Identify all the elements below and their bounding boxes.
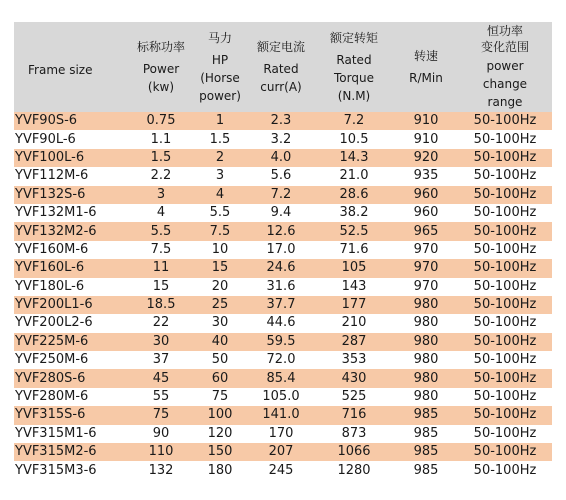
power-change-range-cell: 50-100Hz xyxy=(458,149,552,167)
rated-current-cell: 12.6 xyxy=(248,222,314,240)
header-en-label: R/Min xyxy=(409,70,443,85)
frame-size-cell: YVF250M-6 xyxy=(14,351,130,369)
power-change-range-cell: 50-100Hz xyxy=(458,112,552,130)
horsepower-cell: 20 xyxy=(192,278,248,296)
table-row xyxy=(14,314,552,332)
power-cell: 2.2 xyxy=(130,167,192,185)
rated-current-cell: 207 xyxy=(248,443,314,461)
header-en-label: HP (Horse power) xyxy=(199,52,241,103)
power-change-range-cell: 50-100Hz xyxy=(458,222,552,240)
rated-torque-cell: 71.6 xyxy=(314,241,394,259)
rated-torque-cell: 52.5 xyxy=(314,222,394,240)
power-cell: 15 xyxy=(130,278,192,296)
header-zh-label: 恒功率 变化范围 xyxy=(480,24,529,54)
speed-cell: 960 xyxy=(394,204,458,222)
power-cell: 3 xyxy=(130,186,192,204)
header-row xyxy=(14,22,552,112)
frame-size-cell: YVF160M-6 xyxy=(14,241,130,259)
rated-torque-cell: 525 xyxy=(314,388,394,406)
horsepower-cell: 30 xyxy=(192,314,248,332)
header-zh-label: 额定转矩 xyxy=(329,30,378,45)
speed-cell: 980 xyxy=(394,369,458,387)
power-cell: 18.5 xyxy=(130,296,192,314)
header-power-change-range xyxy=(458,22,552,112)
header-zh-label: 转速 xyxy=(413,48,438,63)
power-cell: 4 xyxy=(130,204,192,222)
header-en-label: Rated Torque (N.M) xyxy=(334,52,374,103)
rated-current-cell: 7.2 xyxy=(248,186,314,204)
frame-size-cell: YVF315M2-6 xyxy=(14,443,130,461)
header-zh-label: 额定电流 xyxy=(256,39,305,54)
table-row xyxy=(14,278,552,296)
rated-current-cell: 141.0 xyxy=(248,406,314,424)
table-row xyxy=(14,259,552,277)
table-row xyxy=(14,167,552,185)
power-cell: 75 xyxy=(130,406,192,424)
power-change-range-cell: 50-100Hz xyxy=(458,351,552,369)
table-row xyxy=(14,406,552,424)
horsepower-cell: 50 xyxy=(192,351,248,369)
frame-size-cell: YVF132M1-6 xyxy=(14,204,130,222)
horsepower-cell: 1 xyxy=(192,112,248,130)
power-change-range-cell: 50-100Hz xyxy=(458,204,552,222)
table-row xyxy=(14,204,552,222)
speed-cell: 935 xyxy=(394,167,458,185)
frame-size-cell: YVF315M3-6 xyxy=(14,461,130,479)
power-change-range-cell: 50-100Hz xyxy=(458,186,552,204)
header-en-label: power change range xyxy=(482,59,528,109)
frame-size-cell: YVF200L2-6 xyxy=(14,314,130,332)
rated-current-cell: 37.7 xyxy=(248,296,314,314)
power-change-range-cell: 50-100Hz xyxy=(458,130,552,148)
rated-torque-cell: 1280 xyxy=(314,461,394,479)
header-en-label: Rated curr(A) xyxy=(260,61,302,94)
horsepower-cell: 1.5 xyxy=(192,130,248,148)
rated-torque-cell: 716 xyxy=(314,406,394,424)
power-change-range-cell: 50-100Hz xyxy=(458,388,552,406)
horsepower-cell: 15 xyxy=(192,259,248,277)
rated-torque-cell: 430 xyxy=(314,369,394,387)
frame-size-cell: YVF225M-6 xyxy=(14,333,130,351)
rated-torque-cell: 21.0 xyxy=(314,167,394,185)
rated-torque-cell: 353 xyxy=(314,351,394,369)
frame-size-cell: YVF280S-6 xyxy=(14,369,130,387)
table-header xyxy=(14,22,552,112)
power-cell: 11 xyxy=(130,259,192,277)
rated-torque-cell: 1066 xyxy=(314,443,394,461)
power-change-range-cell: 50-100Hz xyxy=(458,425,552,443)
rated-current-cell: 59.5 xyxy=(248,333,314,351)
speed-cell: 970 xyxy=(394,259,458,277)
frame-size-cell: YVF132M2-6 xyxy=(14,222,130,240)
rated-torque-cell: 7.2 xyxy=(314,112,394,130)
horsepower-cell: 2 xyxy=(192,149,248,167)
speed-cell: 980 xyxy=(394,351,458,369)
frame-size-cell: YVF132S-6 xyxy=(14,186,130,204)
speed-cell: 985 xyxy=(394,461,458,479)
frame-size-cell: YVF90L-6 xyxy=(14,130,130,148)
horsepower-cell: 180 xyxy=(192,461,248,479)
power-cell: 90 xyxy=(130,425,192,443)
rated-current-cell: 72.0 xyxy=(248,351,314,369)
rated-current-cell: 24.6 xyxy=(248,259,314,277)
horsepower-cell: 4 xyxy=(192,186,248,204)
speed-cell: 980 xyxy=(394,333,458,351)
table-row xyxy=(14,333,552,351)
table-row xyxy=(14,425,552,443)
table-row xyxy=(14,443,552,461)
rated-torque-cell: 287 xyxy=(314,333,394,351)
rated-current-cell: 44.6 xyxy=(248,314,314,332)
header-en-label: Frame size xyxy=(28,62,93,77)
power-cell: 45 xyxy=(130,369,192,387)
speed-cell: 980 xyxy=(394,314,458,332)
speed-cell: 920 xyxy=(394,149,458,167)
table-body xyxy=(14,112,552,480)
header-zh-label: 马力 xyxy=(207,30,232,45)
frame-size-cell: YVF315M1-6 xyxy=(14,425,130,443)
horsepower-cell: 60 xyxy=(192,369,248,387)
header-rated-torque xyxy=(314,22,394,112)
table-row xyxy=(14,388,552,406)
speed-cell: 960 xyxy=(394,186,458,204)
table-row xyxy=(14,369,552,387)
frame-size-cell: YVF280M-6 xyxy=(14,388,130,406)
table-row xyxy=(14,241,552,259)
rated-current-cell: 31.6 xyxy=(248,278,314,296)
rated-torque-cell: 105 xyxy=(314,259,394,277)
motor-spec-table xyxy=(14,22,552,480)
power-cell: 1.5 xyxy=(130,149,192,167)
rated-current-cell: 9.4 xyxy=(248,204,314,222)
table-row xyxy=(14,130,552,148)
horsepower-cell: 40 xyxy=(192,333,248,351)
speed-cell: 985 xyxy=(394,443,458,461)
speed-cell: 970 xyxy=(394,278,458,296)
power-change-range-cell: 50-100Hz xyxy=(458,296,552,314)
header-rated-current xyxy=(248,22,314,112)
table-row xyxy=(14,186,552,204)
rated-current-cell: 105.0 xyxy=(248,388,314,406)
power-cell: 55 xyxy=(130,388,192,406)
rated-torque-cell: 10.5 xyxy=(314,130,394,148)
rated-torque-cell: 28.6 xyxy=(314,186,394,204)
power-change-range-cell: 50-100Hz xyxy=(458,333,552,351)
rated-torque-cell: 210 xyxy=(314,314,394,332)
table-row xyxy=(14,351,552,369)
rated-torque-cell: 873 xyxy=(314,425,394,443)
frame-size-cell: YVF112M-6 xyxy=(14,167,130,185)
header-speed xyxy=(394,22,458,112)
table-row xyxy=(14,296,552,314)
rated-torque-cell: 14.3 xyxy=(314,149,394,167)
power-cell: 132 xyxy=(130,461,192,479)
frame-size-cell: YVF160L-6 xyxy=(14,259,130,277)
rated-torque-cell: 38.2 xyxy=(314,204,394,222)
horsepower-cell: 7.5 xyxy=(192,222,248,240)
speed-cell: 970 xyxy=(394,241,458,259)
horsepower-cell: 150 xyxy=(192,443,248,461)
power-change-range-cell: 50-100Hz xyxy=(458,406,552,424)
speed-cell: 910 xyxy=(394,130,458,148)
power-cell: 110 xyxy=(130,443,192,461)
rated-current-cell: 17.0 xyxy=(248,241,314,259)
power-cell: 37 xyxy=(130,351,192,369)
speed-cell: 980 xyxy=(394,388,458,406)
rated-current-cell: 245 xyxy=(248,461,314,479)
header-en-label: Power (kw) xyxy=(142,61,180,94)
speed-cell: 985 xyxy=(394,406,458,424)
power-cell: 7.5 xyxy=(130,241,192,259)
header-horsepower xyxy=(192,22,248,112)
horsepower-cell: 100 xyxy=(192,406,248,424)
rated-current-cell: 3.2 xyxy=(248,130,314,148)
table-row xyxy=(14,461,552,479)
horsepower-cell: 3 xyxy=(192,167,248,185)
rated-current-cell: 2.3 xyxy=(248,112,314,130)
power-cell: 22 xyxy=(130,314,192,332)
frame-size-cell: YVF180L-6 xyxy=(14,278,130,296)
rated-current-cell: 170 xyxy=(248,425,314,443)
horsepower-cell: 75 xyxy=(192,388,248,406)
power-cell: 30 xyxy=(130,333,192,351)
header-zh-label: 标称功率 xyxy=(136,39,185,54)
speed-cell: 965 xyxy=(394,222,458,240)
rated-current-cell: 4.0 xyxy=(248,149,314,167)
power-change-range-cell: 50-100Hz xyxy=(458,241,552,259)
power-change-range-cell: 50-100Hz xyxy=(458,259,552,277)
rated-current-cell: 85.4 xyxy=(248,369,314,387)
table-row xyxy=(14,222,552,240)
horsepower-cell: 120 xyxy=(192,425,248,443)
power-change-range-cell: 50-100Hz xyxy=(458,443,552,461)
rated-current-cell: 5.6 xyxy=(248,167,314,185)
horsepower-cell: 10 xyxy=(192,241,248,259)
horsepower-cell: 5.5 xyxy=(192,204,248,222)
rated-torque-cell: 177 xyxy=(314,296,394,314)
header-power xyxy=(130,22,192,112)
power-change-range-cell: 50-100Hz xyxy=(458,167,552,185)
power-change-range-cell: 50-100Hz xyxy=(458,461,552,479)
power-change-range-cell: 50-100Hz xyxy=(458,369,552,387)
table-row xyxy=(14,112,552,130)
power-cell: 0.75 xyxy=(130,112,192,130)
frame-size-cell: YVF315S-6 xyxy=(14,406,130,424)
power-change-range-cell: 50-100Hz xyxy=(458,278,552,296)
power-change-range-cell: 50-100Hz xyxy=(458,314,552,332)
horsepower-cell: 25 xyxy=(192,296,248,314)
frame-size-cell: YVF100L-6 xyxy=(14,149,130,167)
frame-size-cell: YVF200L1-6 xyxy=(14,296,130,314)
power-cell: 1.1 xyxy=(130,130,192,148)
header-frame-size xyxy=(14,22,130,112)
frame-size-cell: YVF90S-6 xyxy=(14,112,130,130)
table-row xyxy=(14,149,552,167)
speed-cell: 985 xyxy=(394,425,458,443)
speed-cell: 980 xyxy=(394,296,458,314)
rated-torque-cell: 143 xyxy=(314,278,394,296)
power-cell: 5.5 xyxy=(130,222,192,240)
speed-cell: 910 xyxy=(394,112,458,130)
